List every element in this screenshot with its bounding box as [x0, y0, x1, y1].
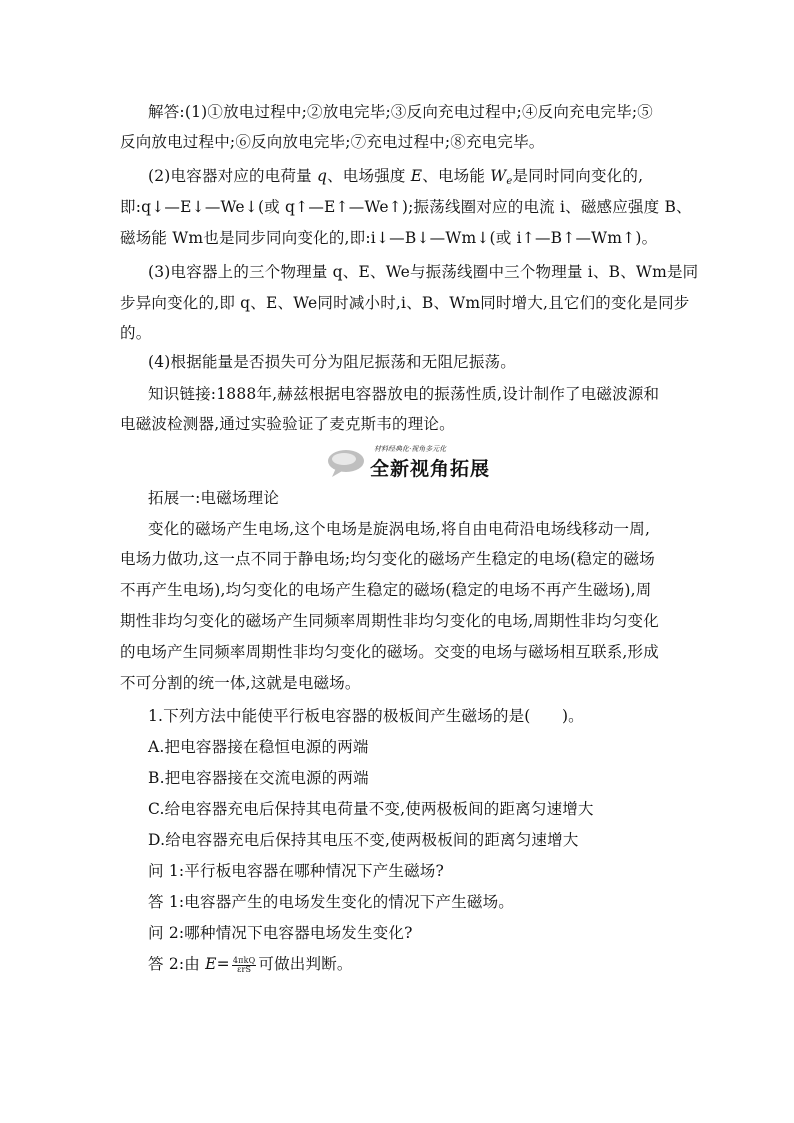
option-d: D.给电容器充电后保持其电压不变,使两极板间的距离匀速增大 — [148, 831, 579, 849]
a2-formula-numerator: 4πkQ — [232, 955, 256, 965]
a2-formula-lhs: E= — [205, 955, 230, 973]
p2-var-q: q — [316, 167, 328, 185]
qa-question-2: 问 2:哪种情况下电容器电场发生变化? — [148, 924, 413, 942]
answer-line-2: 反向放电过程中;⑥反向放电完毕;⑦充电过程中;⑧充电完毕。 — [120, 133, 545, 151]
p2-text-2: 、电场强度 — [327, 167, 411, 185]
answer-line-1: 解答:(1)①放电过程中;②放电完毕;③反向充电过程中;④反向充电完毕;⑤ — [148, 103, 653, 121]
extension-para-line-3: 不再产生电场),均匀变化的电场产生稳定的磁场(稳定的电场不再产生磁场),周 — [120, 581, 652, 599]
p2-text-3: 、电场能 — [422, 167, 491, 185]
a2-suffix: 可做出判断。 — [258, 955, 353, 973]
knowledge-link-line-1: 知识链接:1888年,赫兹根据电容器放电的振荡性质,设计制作了电磁波源和 — [148, 385, 660, 403]
banner-tagline: 材料经典化·视角多元化 — [374, 445, 447, 453]
answer-para-3-line-2: 步异向变化的,即 q、E、We同时减小时,i、B、Wm同时增大,且它们的变化是同步 — [120, 294, 690, 312]
answer-para-4: (4)根据能量是否损失可分为阻尼振荡和无阻尼振荡。 — [148, 353, 516, 371]
answer-para-2-line-3: 磁场能 Wm也是同步同向变化的,即:i↓—B↓—Wm↓(或 i↑—B↑—Wm↑)。 — [120, 229, 658, 247]
p2-var-W: W — [490, 167, 507, 185]
a2-prefix: 答 2:由 — [148, 955, 206, 973]
p2-var-W-sub: e — [506, 176, 513, 187]
p2-text-4: 是同时同向变化的, — [512, 167, 644, 185]
answer-para-2-line-2: 即:q↓—E↓—We↓(或 q↑—E↑—We↑);振荡线圈对应的电流 i、磁感应强度 B、 — [120, 198, 692, 216]
qa-answer-1: 答 1:电容器产生的电场发生变化的情况下产生磁场。 — [148, 893, 515, 911]
option-c: C.给电容器充电后保持其电荷量不变,使两极板间的距离匀速增大 — [148, 800, 594, 818]
extension-para-line-4: 期性非均匀变化的磁场产生同频率周期性非均匀变化的电场,周期性非均匀变化 — [120, 612, 659, 630]
extension-para-line-6: 不可分割的统一体,这就是电磁场。 — [120, 674, 361, 692]
p2-var-E: E — [410, 167, 423, 185]
section-banner — [326, 444, 491, 480]
extension-para-line-2: 电场力做功,这一点不同于静电场;均匀变化的磁场产生稳定的电场(稳定的磁场 — [120, 550, 655, 568]
answer-para-3-line-1: (3)电容器上的三个物理量 q、E、We与振荡线圈中三个物理量 i、B、Wm是同 — [148, 263, 699, 281]
qa-question-1: 问 1:平行板电容器在哪种情况下产生磁场? — [148, 862, 445, 880]
banner-title: 全新视角拓展 — [370, 458, 491, 480]
speech-bubble-icon — [326, 448, 370, 478]
a2-formula-fraction — [232, 957, 257, 974]
question-stem: 1.下列方法中能使平行板电容器的极板间产生磁场的是( )。 — [148, 707, 584, 725]
knowledge-link-line-2: 电磁波检测器,通过实验验证了麦克斯韦的理论。 — [120, 415, 455, 433]
extension-heading: 拓展一:电磁场理论 — [148, 489, 280, 507]
option-b: B.把电容器接在交流电源的两端 — [148, 769, 369, 787]
answer-para-2-line-1 — [148, 166, 708, 192]
answer-para-3-line-3: 的。 — [120, 324, 152, 342]
extension-para-line-5: 的电场产生同频率周期性非均匀变化的磁场。交变的电场与磁场相互联系,形成 — [120, 643, 659, 661]
a2-formula-denominator: εrS — [237, 964, 252, 974]
extension-para-line-1: 变化的磁场产生电场,这个电场是旋涡电场,将自由电荷沿电场线移动一周, — [148, 520, 651, 538]
qa-answer-2 — [148, 954, 708, 974]
p2-text-1: (2)电容器对应的电荷量 — [148, 167, 317, 185]
option-a: A.把电容器接在稳恒电源的两端 — [148, 738, 369, 756]
